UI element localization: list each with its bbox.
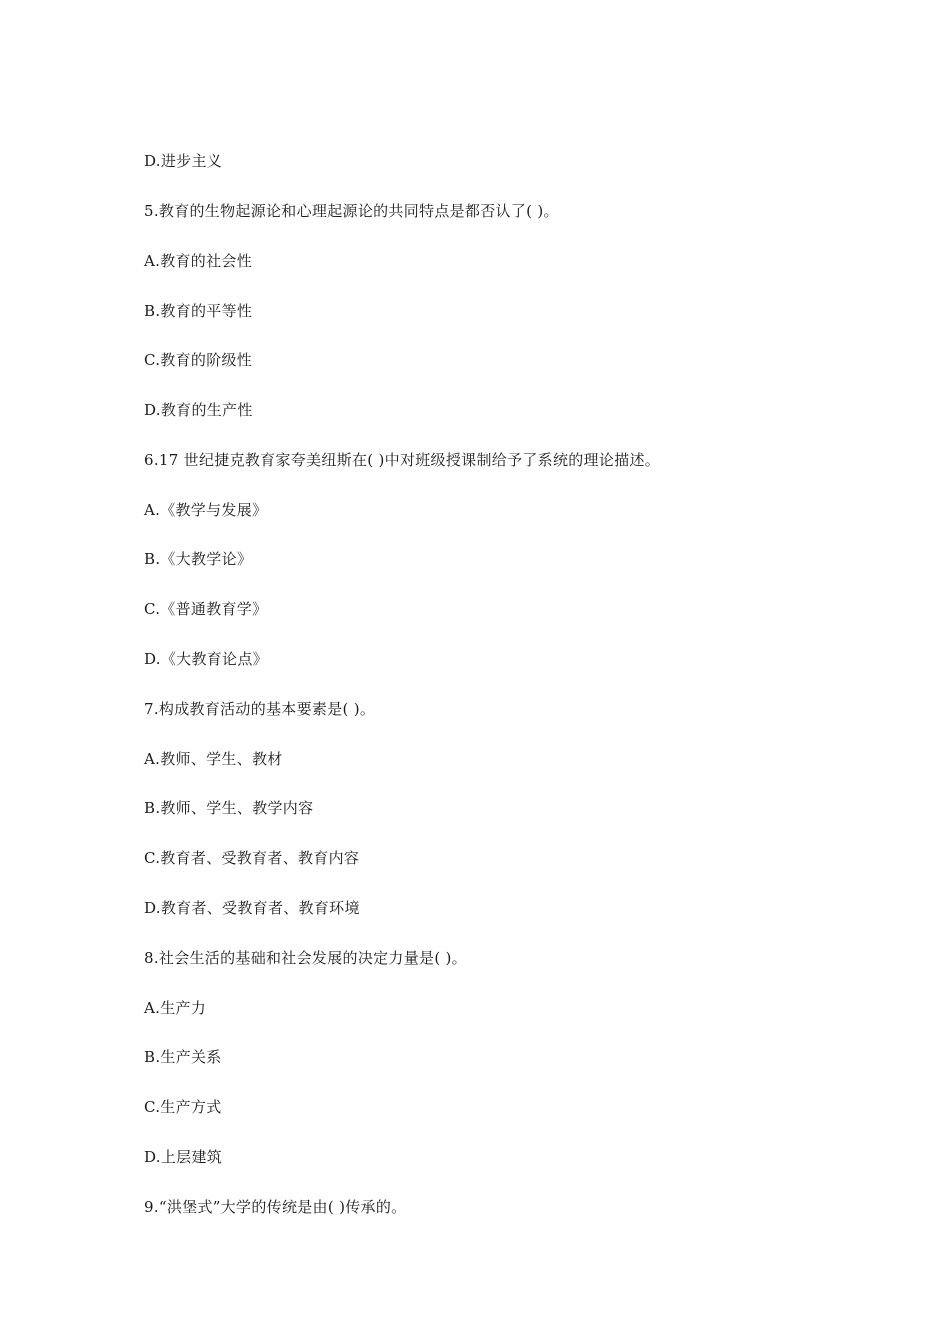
option-6d: D.《大教育论点》	[144, 650, 268, 668]
option-8b: B.生产关系	[144, 1048, 222, 1066]
option-6b: B.《大教学论》	[144, 550, 253, 568]
question-9: 9.“洪堡式”大学的传统是由( )传承的。	[144, 1198, 407, 1216]
option-5b: B.教育的平等性	[144, 302, 253, 320]
option-8a: A.生产力	[144, 999, 207, 1017]
option-7d: D.教育者、受教育者、教育环境	[144, 899, 360, 917]
option-8d: D.上层建筑	[144, 1148, 223, 1166]
option-7a: A.教师、学生、教材	[144, 750, 283, 768]
option-5c: C.教育的阶级性	[144, 351, 253, 369]
option-6c: C.《普通教育学》	[144, 600, 268, 618]
option-5d: D.教育的生产性	[144, 401, 253, 419]
question-5: 5.教育的生物起源论和心理起源论的共同特点是都否认了( )。	[144, 202, 559, 220]
option-5a: A.教育的社会性	[144, 252, 253, 270]
question-7: 7.构成教育活动的基本要素是( )。	[144, 700, 376, 718]
question-6: 6.17 世纪捷克教育家夸美纽斯在( )中对班级授课制给予了系统的理论描述。	[144, 451, 661, 469]
option-7b: B.教师、学生、教学内容	[144, 799, 314, 817]
option-7c: C.教育者、受教育者、教育内容	[144, 849, 360, 867]
option-8c: C.生产方式	[144, 1098, 222, 1116]
option-6a: A.《教学与发展》	[144, 501, 268, 519]
option-4d: D.进步主义	[144, 152, 223, 170]
question-8: 8.社会生活的基础和社会发展的决定力量是( )。	[144, 949, 467, 967]
